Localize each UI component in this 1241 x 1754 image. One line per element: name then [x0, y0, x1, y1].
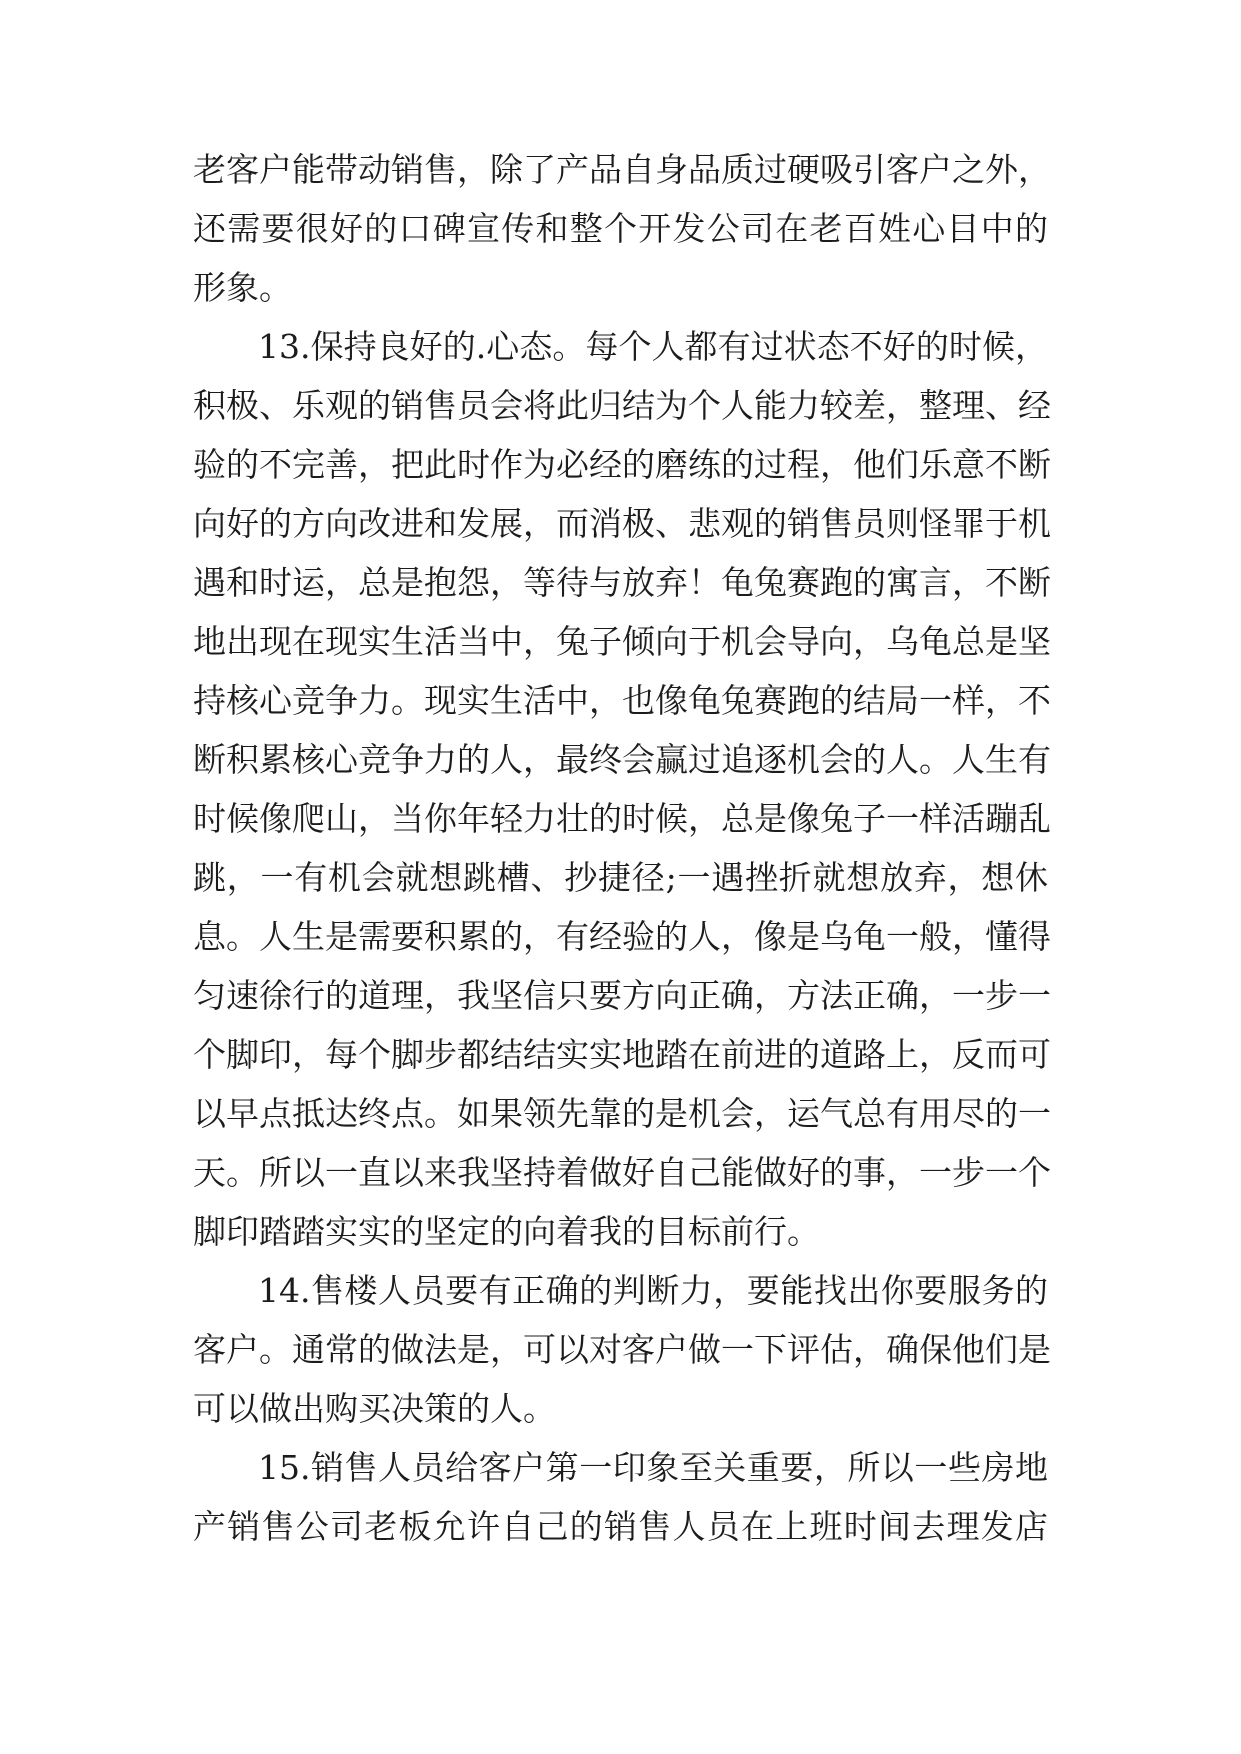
text-line: 老客户能带动销售，除了产品自身品质过硬吸引客户之外， — [193, 150, 1051, 189]
text-line: 息。人生是需要积累的，有经验的人，像是乌龟一般，懂得 — [193, 917, 1051, 956]
text-line: 匀速徐行的道理，我坚信只要方向正确，方法正确，一步一 — [193, 976, 1051, 1015]
text-line: 断积累核心竞争力的人，最终会赢过追逐机会的人。人生有 — [193, 740, 1051, 779]
text-line: 天。所以一直以来我坚持着做好自己能做好的事，一步一个 — [193, 1153, 1051, 1192]
text-line: 形象。 — [193, 268, 292, 307]
paragraph-14-first-line: 14.售楼人员要有正确的判断力，要能找出你要服务的 — [258, 1271, 1048, 1310]
text-line: 持核心竞争力。现实生活中，也像龟兔赛跑的结局一样，不 — [193, 681, 1051, 720]
paragraph-13-first-line: 13.保持良好的.心态。每个人都有过状态不好的时候， — [258, 327, 1048, 366]
text-line: 可以做出购买决策的人。 — [193, 1389, 556, 1428]
text-line: 地出现在现实生活当中，兔子倾向于机会导向，乌龟总是坚 — [193, 622, 1051, 661]
text-line: 积极、乐观的销售员会将此归结为个人能力较差，整理、经 — [193, 386, 1051, 425]
text-line: 脚印踏踏实实的坚定的向着我的目标前行。 — [193, 1212, 820, 1251]
paragraph-15-first-line: 15.销售人员给客户第一印象至关重要，所以一些房地 — [258, 1448, 1048, 1487]
text-line: 还需要很好的口碑宣传和整个开发公司在老百姓心目中的 — [193, 209, 1048, 248]
text-line: 个脚印，每个脚步都结结实实地踏在前进的道路上，反而可 — [193, 1035, 1051, 1074]
text-line: 产销售公司老板允许自己的销售人员在上班时间去理发店 — [193, 1507, 1048, 1546]
text-line: 时候像爬山，当你年轻力壮的时候，总是像兔子一样活蹦乱 — [193, 799, 1051, 838]
text-line: 向好的方向改进和发展，而消极、悲观的销售员则怪罪于机 — [193, 504, 1051, 543]
text-line: 遇和时运，总是抱怨，等待与放弃！龟兔赛跑的寓言，不断 — [193, 563, 1051, 602]
text-line: 跳，一有机会就想跳槽、抄捷径;一遇挫折就想放弃，想休 — [193, 858, 1048, 897]
text-line: 以早点抵达终点。如果领先靠的是机会，运气总有用尽的一 — [193, 1094, 1051, 1133]
text-line: 客户。通常的做法是，可以对客户做一下评估，确保他们是 — [193, 1330, 1051, 1369]
text-line: 验的不完善，把此时作为必经的磨练的过程，他们乐意不断 — [193, 445, 1051, 484]
